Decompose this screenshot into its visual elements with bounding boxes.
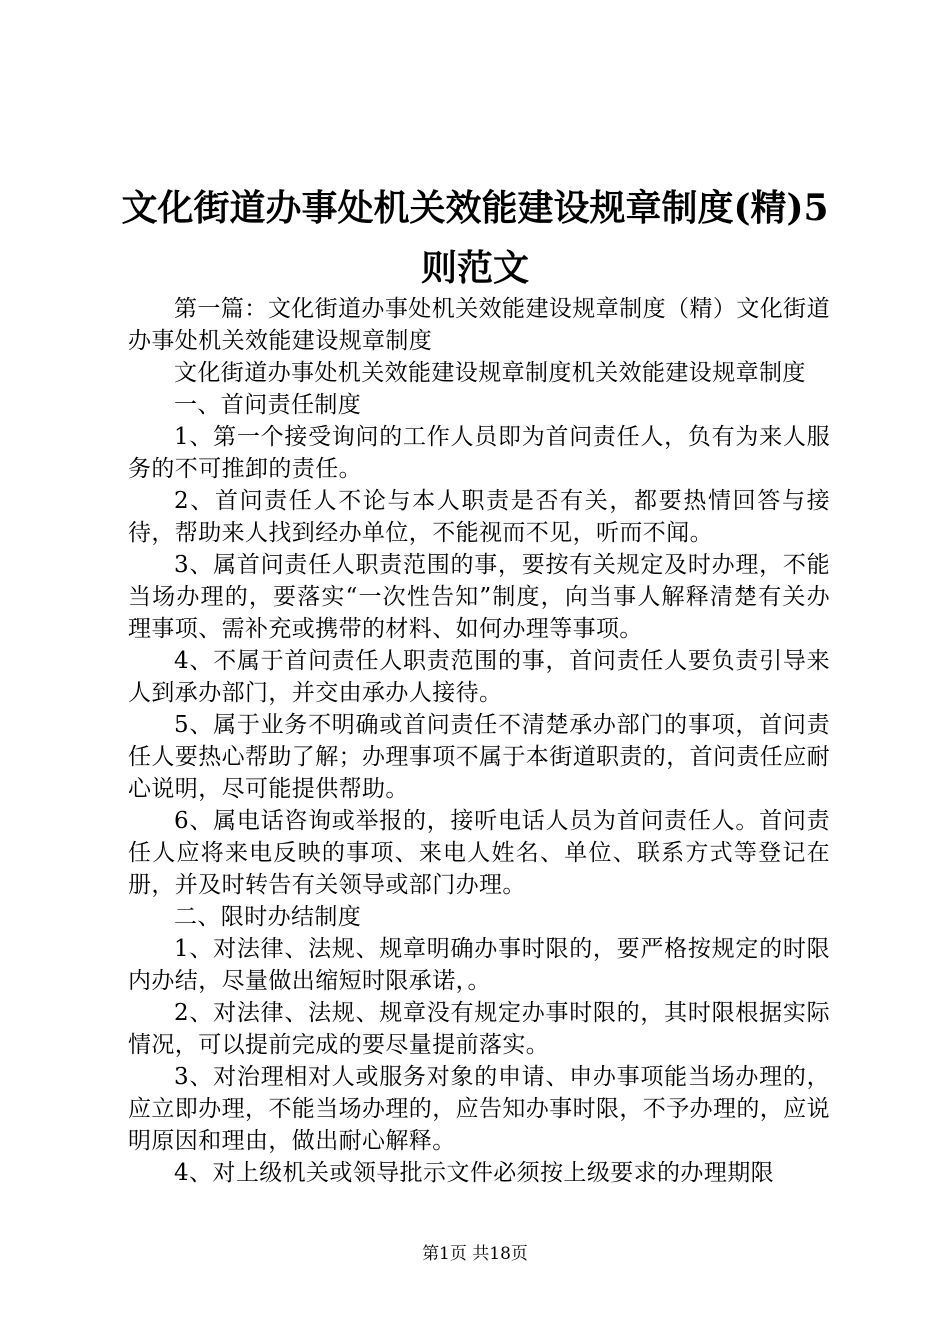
paragraph-subtitle: 文化街道办事处机关效能建设规章制度机关效能建设规章制度 xyxy=(174,360,806,386)
list-item: 2、对法律、法规、规章没有规定办事时限的，其时限根据实际情况，可以提前完成的要尽量提前落实。 xyxy=(128,1000,830,1058)
list-item: 4、不属于首问责任人职责范围的事，首问责任人要负责引导来人到承办部门，并交由承办人接待。 xyxy=(128,648,830,706)
title-line-2: 则范文 xyxy=(420,247,529,289)
document-title xyxy=(120,178,830,298)
section-heading-first-inquiry: 一、首问责任制度 xyxy=(174,392,362,418)
document-body xyxy=(128,293,830,1189)
title-line-1: 文化街道办事处机关效能建设规章制度(精)5 xyxy=(121,187,829,229)
list-item: 1、对法律、法规、规章明确办事时限的，要严格按规定的时限内办结，尽量做出缩短时限承诺，。 xyxy=(128,936,830,994)
list-item: 5、属于业务不明确或首问责任不清楚承办部门的事项，首问责任人要热心帮助了解；办理事项不属于本街道职责的，首问责任应耐心说明，尽可能提供帮助。 xyxy=(128,712,830,802)
list-item: 3、对治理相对人或服务对象的申请、申办事项能当场办理的，应立即办理，不能当场办理的，应告知办事时限，不予办理的，应说明原因和理由，做出耐心解释。 xyxy=(128,1064,830,1154)
list-item: 3、属首问责任人职责范围的事，要按有关规定及时办理，不能当场办理的，要落实“一次性告知”制度，向当事人解释清楚有关办理事项、需补充或携带的材料、如何办理等事项。 xyxy=(128,552,830,642)
list-item: 4、对上级机关或领导批示文件必须按上级要求的办理期限 xyxy=(174,1160,775,1186)
page-footer: 第1页 共18页 xyxy=(422,1244,528,1264)
paragraph-chapter-intro: 第一篇：文化街道办事处机关效能建设规章制度（精）文化街道办事处机关效能建设规章制度 xyxy=(128,296,830,354)
list-item: 6、属电话咨询或举报的，接听电话人员为首问责任人。首问责任人应将来电反映的事项、来电人姓名、单位、联系方式等登记在册，并及时转告有关领导或部门办理。 xyxy=(128,808,830,898)
section-heading-time-limit: 二、限时办结制度 xyxy=(174,904,362,930)
list-item: 2、首问责任人不论与本人职责是否有关，都要热情回答与接待，帮助来人找到经办单位，不能视而不见，听而不闻。 xyxy=(128,488,830,546)
list-item: 1、第一个接受询问的工作人员即为首问责任人，负有为来人服务的不可推卸的责任。 xyxy=(128,424,830,482)
